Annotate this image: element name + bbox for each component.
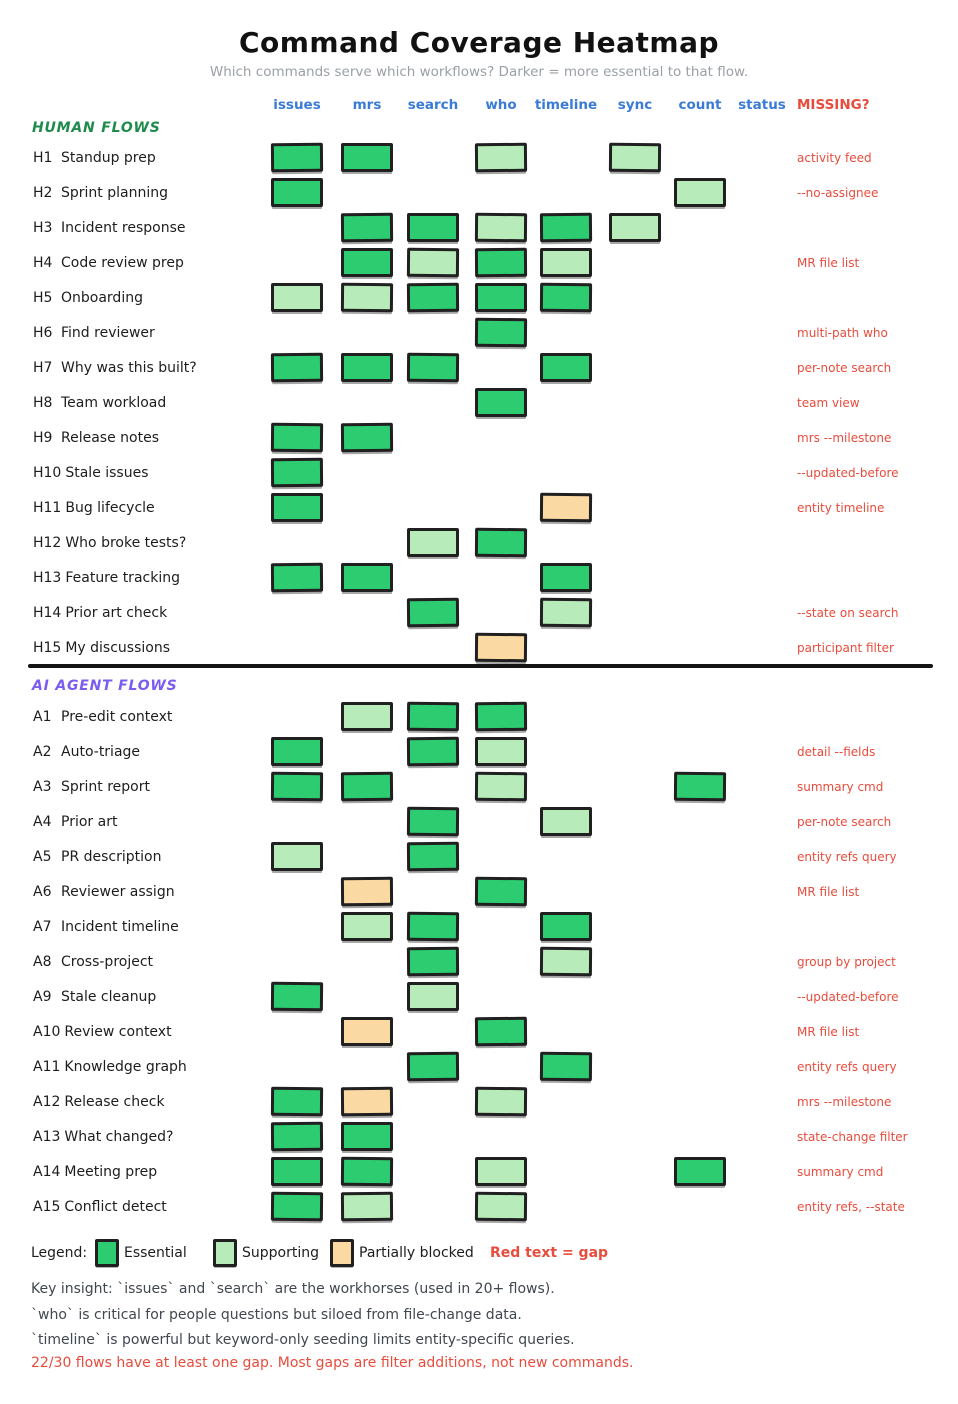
row-id: A13 xyxy=(33,1128,61,1145)
cell-A11-timeline xyxy=(540,1052,592,1081)
cell-H7-timeline xyxy=(540,353,592,382)
page-title: Command Coverage Heatmap xyxy=(238,26,720,59)
cell-A7-mrs xyxy=(341,912,393,941)
row-label xyxy=(33,814,117,830)
row-label xyxy=(33,255,184,271)
heatmap-row-A13 xyxy=(0,1119,958,1154)
insight-line-1: Key insight: `issues` and `search` are the workhorses (used in 20+ flows). xyxy=(31,1281,555,1297)
row-label xyxy=(33,1024,172,1040)
cell-H7-search xyxy=(407,353,459,382)
row-id: A2 xyxy=(33,743,52,760)
row-id: H14 xyxy=(33,604,62,621)
missing-gap-label: entity refs, --state xyxy=(797,1199,905,1214)
cell-A15-who xyxy=(475,1192,527,1221)
legend-item-label: Partially blocked xyxy=(359,1245,474,1261)
heatmap-row-H12 xyxy=(0,525,958,560)
row-id: H4 xyxy=(33,254,53,271)
heatmap-row-H7 xyxy=(0,350,958,385)
row-name: Feature tracking xyxy=(65,569,180,586)
row-name: Team workload xyxy=(61,394,167,411)
cell-A8-search xyxy=(407,947,459,976)
cell-A15-mrs xyxy=(341,1192,393,1221)
legend-item-partially_blocked xyxy=(330,1239,474,1267)
row-label xyxy=(33,919,179,935)
cell-A13-issues xyxy=(271,1122,323,1151)
row-label xyxy=(33,884,175,900)
legend-swatch-supporting xyxy=(213,1239,237,1267)
heatmap-row-A10 xyxy=(0,1014,958,1049)
row-name: Incident timeline xyxy=(61,918,179,935)
legend-item-label: Essential xyxy=(124,1245,187,1261)
row-id: H5 xyxy=(33,289,53,306)
row-label xyxy=(33,1129,173,1145)
cell-A11-search xyxy=(407,1052,459,1081)
cell-A3-who xyxy=(475,772,527,801)
legend-item-essential xyxy=(95,1239,187,1267)
cell-H4-mrs xyxy=(341,248,393,277)
cell-A3-mrs xyxy=(341,772,393,801)
row-label xyxy=(33,535,186,551)
cell-H14-timeline xyxy=(540,598,592,627)
cell-A1-who xyxy=(475,702,527,731)
cell-A10-mrs xyxy=(341,1017,393,1046)
missing-gap-label: per-note search xyxy=(797,814,892,829)
cell-A14-who xyxy=(475,1157,527,1186)
missing-gap-label: mrs --milestone xyxy=(797,430,892,445)
missing-gap-label: team view xyxy=(797,395,860,410)
row-id: A15 xyxy=(33,1198,61,1215)
cell-H14-search xyxy=(407,598,459,627)
column-header-sync: sync xyxy=(617,97,653,113)
cell-H4-who xyxy=(475,248,527,277)
missing-gap-label: summary cmd xyxy=(797,779,884,794)
cell-A1-search xyxy=(407,702,459,731)
heatmap-row-H9 xyxy=(0,420,958,455)
row-name: Auto-triage xyxy=(61,743,141,760)
legend-swatch-partially_blocked xyxy=(330,1239,354,1267)
cell-A14-issues xyxy=(271,1157,323,1186)
cell-A9-issues xyxy=(271,982,323,1011)
column-header-timeline: timeline xyxy=(534,97,598,113)
cell-H1-mrs xyxy=(341,143,393,172)
heatmap-row-A4 xyxy=(0,804,958,839)
row-label xyxy=(33,849,161,865)
row-label xyxy=(33,325,155,341)
cell-H7-issues xyxy=(271,353,323,382)
row-label xyxy=(33,1094,165,1110)
missing-gap-label: MR file list xyxy=(797,1024,860,1039)
row-id: H12 xyxy=(33,534,62,551)
cell-A6-who xyxy=(475,877,527,906)
column-header-status: status xyxy=(738,97,786,113)
legend-gap-note: Red text = gap xyxy=(490,1245,609,1261)
page-subtitle: Which commands serve which workflows? Darker = more essential to that flow. xyxy=(209,64,749,80)
row-name: Sprint planning xyxy=(61,184,168,201)
row-name: Meeting prep xyxy=(64,1163,158,1180)
missing-gap-label: participant filter xyxy=(797,640,894,655)
heatmap-row-H14 xyxy=(0,595,958,630)
row-id: A9 xyxy=(33,988,52,1005)
row-name: PR description xyxy=(61,848,162,865)
row-label xyxy=(33,360,197,376)
row-name: Knowledge graph xyxy=(64,1058,187,1075)
heatmap-row-H1 xyxy=(0,140,958,175)
row-name: Bug lifecycle xyxy=(65,499,155,516)
row-id: A8 xyxy=(33,953,52,970)
cell-H15-who xyxy=(475,633,527,662)
cell-H5-who xyxy=(475,283,527,312)
row-id: A6 xyxy=(33,883,52,900)
row-id: H7 xyxy=(33,359,53,376)
row-id: A1 xyxy=(33,708,52,725)
cell-H8-who xyxy=(475,388,527,417)
row-id: A3 xyxy=(33,778,52,795)
row-name: Sprint report xyxy=(61,778,150,795)
cell-A12-mrs xyxy=(341,1087,393,1116)
insight-line-3: `timeline` is powerful but keyword-only seeding limits entity-specific queries. xyxy=(31,1332,575,1348)
legend xyxy=(0,1239,958,1269)
cell-A12-who xyxy=(475,1087,527,1116)
row-id: A7 xyxy=(33,918,52,935)
heatmap-row-H11 xyxy=(0,490,958,525)
row-id: A12 xyxy=(33,1093,61,1110)
heatmap-row-A12 xyxy=(0,1084,958,1119)
cell-H3-search xyxy=(407,213,459,242)
cell-A3-issues xyxy=(271,772,323,801)
row-id: A5 xyxy=(33,848,52,865)
cell-A4-timeline xyxy=(540,807,592,836)
row-name: Release check xyxy=(64,1093,165,1110)
row-id: A10 xyxy=(33,1023,61,1040)
missing-gap-label: group by project xyxy=(797,954,896,969)
column-header-who: who xyxy=(485,97,517,113)
missing-gap-label: --state on search xyxy=(797,605,899,620)
row-name: Review context xyxy=(64,1023,172,1040)
cell-A14-count xyxy=(674,1157,726,1186)
row-label xyxy=(33,465,149,481)
heatmap-row-H13 xyxy=(0,560,958,595)
column-header-count: count xyxy=(678,97,722,113)
heatmap-row-A3 xyxy=(0,769,958,804)
row-label xyxy=(33,709,172,725)
row-name: Cross-project xyxy=(61,953,154,970)
row-name: Reviewer assign xyxy=(61,883,175,900)
row-name: Stale cleanup xyxy=(61,988,157,1005)
cell-H4-search xyxy=(407,248,459,277)
row-id: H11 xyxy=(33,499,62,516)
row-label xyxy=(33,395,166,411)
row-label xyxy=(33,1164,157,1180)
row-label xyxy=(33,744,140,760)
row-label xyxy=(33,1059,187,1075)
cell-H13-issues xyxy=(271,563,323,592)
heatmap-row-A8 xyxy=(0,944,958,979)
cell-H1-who xyxy=(475,143,527,172)
cell-H11-issues xyxy=(271,493,323,522)
row-name: Conflict detect xyxy=(64,1198,167,1215)
legend-item-supporting xyxy=(213,1239,319,1267)
heatmap-row-H6 xyxy=(0,315,958,350)
heatmap-row-H2 xyxy=(0,175,958,210)
legend-swatch-essential xyxy=(95,1239,119,1267)
row-label xyxy=(33,150,156,166)
cell-A9-search xyxy=(407,982,459,1011)
row-id: A4 xyxy=(33,813,52,830)
cell-A7-timeline xyxy=(540,912,592,941)
legend-item-label: Supporting xyxy=(242,1245,319,1261)
cell-A2-who xyxy=(475,737,527,766)
cell-A5-search xyxy=(407,842,459,871)
heatmap-row-A2 xyxy=(0,734,958,769)
missing-gap-label: per-note search xyxy=(797,360,892,375)
heatmap-row-H15 xyxy=(0,630,958,665)
cell-H9-mrs xyxy=(341,423,393,452)
cell-H3-timeline xyxy=(540,213,592,242)
row-label xyxy=(33,954,153,970)
row-label xyxy=(33,220,186,236)
cell-A14-mrs xyxy=(341,1157,393,1186)
cell-A2-search xyxy=(407,737,459,766)
row-name: Prior art xyxy=(61,813,118,830)
column-header-mrs: mrs xyxy=(352,97,382,113)
cell-A7-search xyxy=(407,912,459,941)
cell-H10-issues xyxy=(271,458,323,487)
missing-gap-label: --updated-before xyxy=(797,465,899,480)
missing-gap-label: state-change filter xyxy=(797,1129,908,1144)
row-id: H8 xyxy=(33,394,53,411)
heatmap-row-A9 xyxy=(0,979,958,1014)
cell-H11-timeline xyxy=(540,493,592,522)
insight-line-4: 22/30 flows have at least one gap. Most gaps are filter additions, not new commands. xyxy=(31,1355,634,1371)
cell-H5-issues xyxy=(271,283,323,312)
row-name: My discussions xyxy=(65,639,171,656)
cell-H6-who xyxy=(475,318,527,347)
cell-H13-mrs xyxy=(341,563,393,592)
heatmap-row-H4 xyxy=(0,245,958,280)
row-name: Onboarding xyxy=(61,289,143,306)
cell-H12-who xyxy=(475,528,527,557)
missing-gap-label: summary cmd xyxy=(797,1164,884,1179)
row-id: H2 xyxy=(33,184,53,201)
heatmap-row-A14 xyxy=(0,1154,958,1189)
row-name: Incident response xyxy=(61,219,186,236)
cell-H7-mrs xyxy=(341,353,393,382)
row-id: H9 xyxy=(33,429,53,446)
column-header-search: search xyxy=(407,97,459,113)
cell-A4-search xyxy=(407,807,459,836)
cell-A12-issues xyxy=(271,1087,323,1116)
cell-H3-who xyxy=(475,213,527,242)
heatmap-row-H8 xyxy=(0,385,958,420)
row-id: H13 xyxy=(33,569,62,586)
cell-A15-issues xyxy=(271,1192,323,1221)
missing-gap-label: detail --fields xyxy=(797,744,876,759)
row-label xyxy=(33,430,159,446)
row-label xyxy=(33,290,143,306)
row-id: H3 xyxy=(33,219,53,236)
heatmap-row-A1 xyxy=(0,699,958,734)
cell-H5-timeline xyxy=(540,283,592,312)
cell-A3-count xyxy=(674,772,726,801)
cell-A8-timeline xyxy=(540,947,592,976)
missing-gap-label: activity feed xyxy=(797,150,872,165)
row-name: Find reviewer xyxy=(61,324,155,341)
missing-gap-label: entity refs query xyxy=(797,1059,897,1074)
row-name: Why was this built? xyxy=(61,359,197,376)
cell-H1-issues xyxy=(271,143,323,172)
heatmap-row-H10 xyxy=(0,455,958,490)
heatmap-row-H5 xyxy=(0,280,958,315)
row-label xyxy=(33,185,168,201)
missing-gap-label: MR file list xyxy=(797,255,860,270)
row-name: Pre-edit context xyxy=(61,708,173,725)
row-id: H1 xyxy=(33,149,53,166)
missing-gap-label: MR file list xyxy=(797,884,860,899)
cell-A2-issues xyxy=(271,737,323,766)
cell-H13-timeline xyxy=(540,563,592,592)
heatmap-row-A11 xyxy=(0,1049,958,1084)
row-label xyxy=(33,1199,167,1215)
missing-gap-label: --updated-before xyxy=(797,989,899,1004)
row-label xyxy=(33,779,150,795)
cell-H5-search xyxy=(407,283,459,312)
row-id: H10 xyxy=(33,464,62,481)
insight-line-2: `who` is critical for people questions but siloed from file-change data. xyxy=(31,1307,522,1323)
section-label-ai: AI AGENT FLOWS xyxy=(32,678,178,694)
legend-label: Legend: xyxy=(31,1245,88,1261)
missing-column-header: MISSING? xyxy=(797,97,870,113)
cell-H2-issues xyxy=(271,178,323,207)
heatmap-row-A6 xyxy=(0,874,958,909)
row-name: Prior art check xyxy=(65,604,168,621)
missing-gap-label: multi-path who xyxy=(797,325,888,340)
row-label xyxy=(33,989,156,1005)
row-name: Standup prep xyxy=(61,149,156,166)
heatmap-row-A7 xyxy=(0,909,958,944)
cell-H1-sync xyxy=(609,143,661,172)
cell-A5-issues xyxy=(271,842,323,871)
cell-A1-mrs xyxy=(341,702,393,731)
section-label-human: HUMAN FLOWS xyxy=(32,120,161,136)
cell-H9-issues xyxy=(271,423,323,452)
cell-A10-who xyxy=(475,1017,527,1046)
row-label xyxy=(33,570,180,586)
missing-gap-label: entity refs query xyxy=(797,849,897,864)
row-name: Release notes xyxy=(61,429,159,446)
row-name: Code review prep xyxy=(61,254,184,271)
row-label xyxy=(33,605,167,621)
cell-H4-timeline xyxy=(540,248,592,277)
cell-H5-mrs xyxy=(341,283,393,312)
column-header-issues: issues xyxy=(273,97,321,113)
cell-H2-count xyxy=(674,178,726,207)
row-name: Stale issues xyxy=(65,464,149,481)
cell-A13-mrs xyxy=(341,1122,393,1151)
cell-H12-search xyxy=(407,528,459,557)
missing-gap-label: --no-assignee xyxy=(797,185,879,200)
row-id: A14 xyxy=(33,1163,61,1180)
heatmap-row-A15 xyxy=(0,1189,958,1224)
cell-H3-mrs xyxy=(341,213,393,242)
row-name: What changed? xyxy=(64,1128,174,1145)
row-label xyxy=(33,500,155,516)
heatmap-row-A5 xyxy=(0,839,958,874)
cell-A6-mrs xyxy=(341,877,393,906)
row-id: H6 xyxy=(33,324,53,341)
cell-H3-sync xyxy=(609,213,661,242)
missing-gap-label: mrs --milestone xyxy=(797,1094,892,1109)
row-name: Who broke tests? xyxy=(65,534,187,551)
missing-gap-label: entity timeline xyxy=(797,500,885,515)
heatmap-row-H3 xyxy=(0,210,958,245)
row-id: H15 xyxy=(33,639,62,656)
row-id: A11 xyxy=(33,1058,61,1075)
row-label xyxy=(33,640,170,656)
